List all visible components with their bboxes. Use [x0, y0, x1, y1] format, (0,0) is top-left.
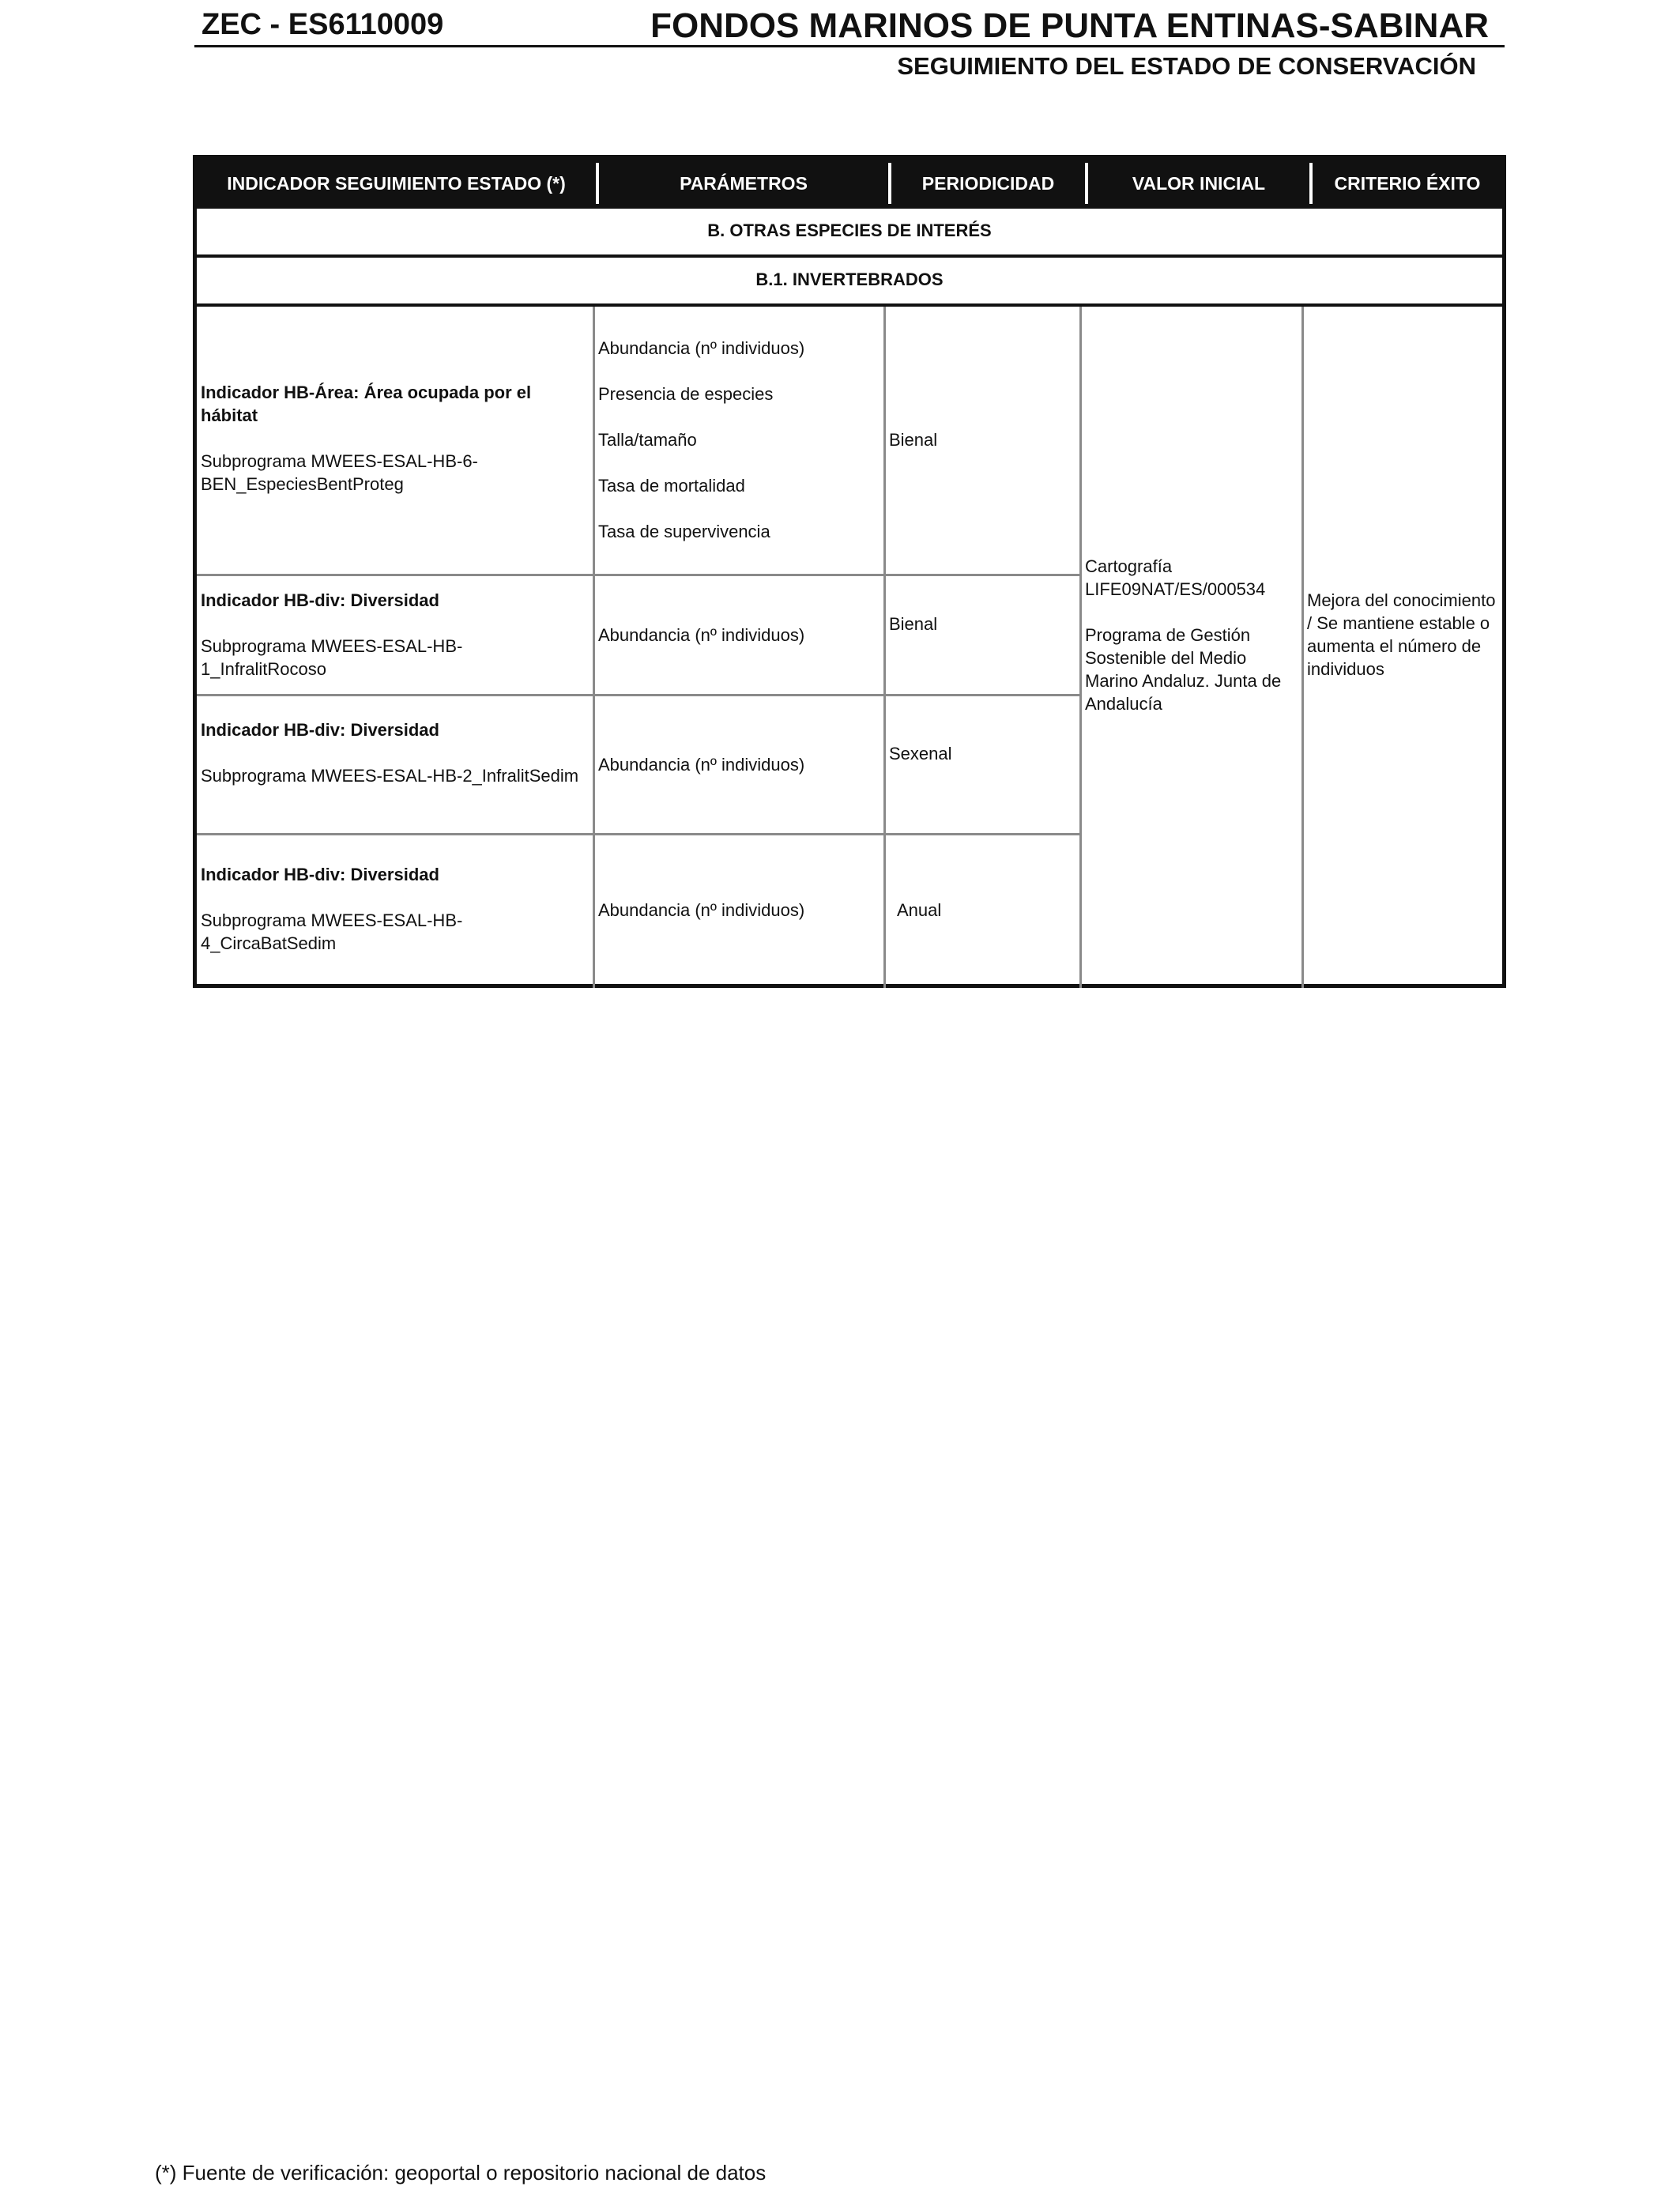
table-row-3-periodicity: Sexenal: [889, 744, 952, 763]
subprogram-name: Subprograma MWEES-ESAL-HB-4_CircaBatSedim: [201, 910, 463, 953]
indicator-name: Indicador HB-div: Diversidad: [201, 865, 439, 884]
subsection-divider: [197, 303, 1502, 307]
table-row-1-periodicity: Bienal: [889, 430, 938, 450]
column-header-periodicity: PERIODICIDAD: [921, 173, 1055, 194]
subsection-heading: B.1. INVERTEBRADOS: [755, 270, 944, 289]
indicator-name: Indicador HB-Área: Área ocupada por el hábitat: [201, 383, 532, 425]
table-row-3-parameter: Abundancia (nº individuos): [598, 755, 805, 775]
subprogram-name: Subprograma MWEES-ESAL-HB-2_InfralitSedim: [201, 766, 579, 786]
monitoring-table: [193, 155, 1506, 988]
table-row-3-indicator: [201, 718, 592, 787]
column-header-indicator: INDICADOR SEGUIMIENTO ESTADO (*): [227, 173, 566, 194]
success-criterion-cell: Mejora del conocimiento / Se mantiene estable o aumenta el número de individuos: [1307, 590, 1496, 679]
table-row-2-periodicity: Bienal: [889, 614, 938, 634]
table-row-4-periodicity: Anual: [897, 900, 942, 920]
parameter-item: Tasa de mortalidad: [598, 476, 745, 496]
initial-value-program: Programa de Gestión Sostenible del Medio Marino Andaluz. Junta de Andalucía: [1085, 625, 1282, 714]
header-rule: [194, 45, 1505, 47]
table-row-1-parameters: [598, 337, 879, 566]
footnote: (*) Fuente de verificación: geoportal o repositorio nacional de datos: [155, 2161, 767, 2185]
column-header-initial-value: VALOR INICIAL: [1132, 173, 1266, 194]
column-header-parameters: PARÁMETROS: [680, 173, 808, 194]
section-heading: B. OTRAS ESPECIES DE INTERÉS: [707, 221, 992, 240]
indicator-name: Indicador HB-div: Diversidad: [201, 720, 439, 740]
grid-line: [883, 307, 886, 988]
table-row-2-parameter: Abundancia (nº individuos): [598, 625, 805, 645]
table-header: [197, 159, 1502, 209]
page-title: FONDOS MARINOS DE PUNTA ENTINAS-SABINAR: [650, 6, 1489, 45]
grid-line: [1079, 307, 1082, 988]
row-divider: [197, 574, 1081, 576]
grid-line: [593, 307, 595, 988]
row-divider: [197, 694, 1081, 696]
zec-code: ZEC - ES6110009: [202, 8, 444, 41]
page-subtitle: SEGUIMIENTO DEL ESTADO DE CONSERVACIÓN: [897, 52, 1476, 80]
subprogram-name: Subprograma MWEES-ESAL-HB-1_InfralitRocoso: [201, 636, 463, 679]
initial-value-cell: [1085, 555, 1294, 715]
table-row-1-indicator: [201, 381, 584, 496]
parameter-item: Tasa de supervivencia: [598, 522, 770, 541]
table-row-2-indicator: [201, 589, 584, 680]
indicator-name: Indicador HB-div: Diversidad: [201, 590, 439, 610]
column-header-success-criterion: CRITERIO ÉXITO: [1334, 173, 1481, 194]
parameter-item: Presencia de especies: [598, 384, 774, 404]
table-row-4-indicator: [201, 863, 584, 955]
subprogram-name: Subprograma MWEES-ESAL-HB-6-BEN_EspeciesBentProteg: [201, 451, 478, 494]
row-divider: [197, 833, 1081, 835]
parameter-item: Talla/tamaño: [598, 430, 697, 450]
table-row-4-parameter: Abundancia (nº individuos): [598, 900, 805, 920]
parameter-item: Abundancia (nº individuos): [598, 338, 805, 358]
grid-line: [1301, 307, 1304, 988]
initial-value-source: Cartografía LIFE09NAT/ES/000534: [1085, 556, 1266, 599]
